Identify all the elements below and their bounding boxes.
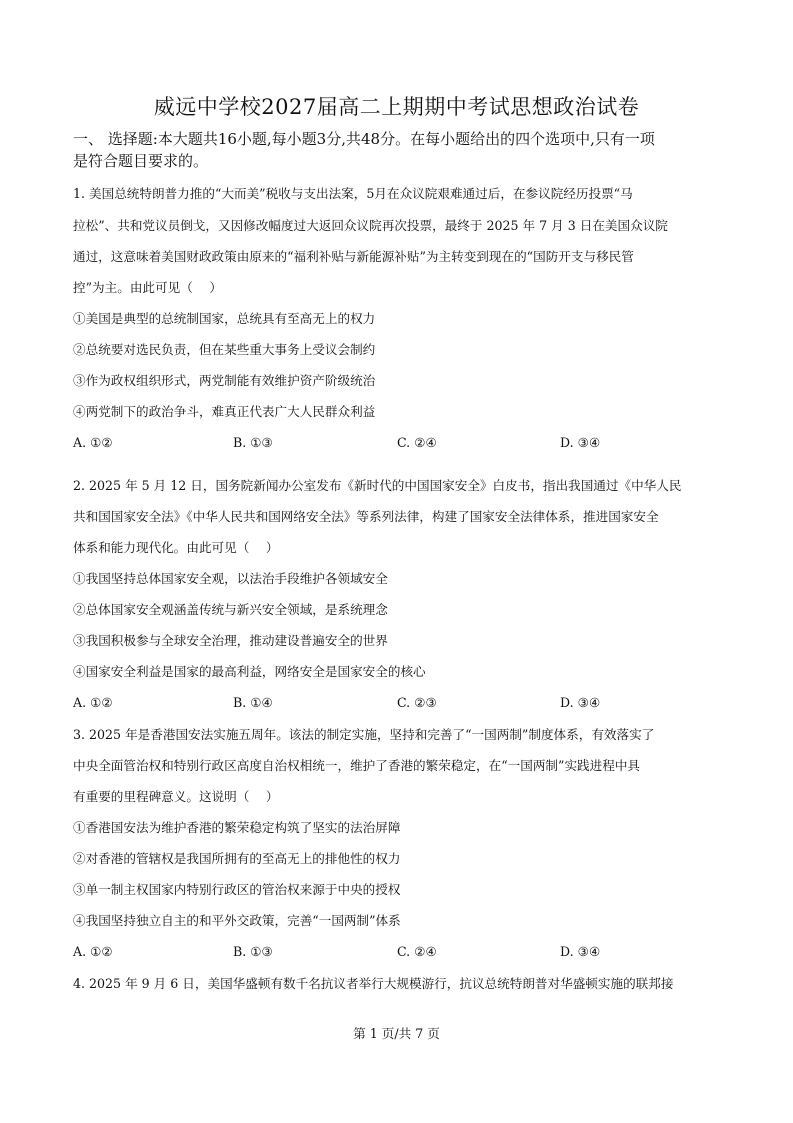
question-stem-line: 4. 2025 年 9 月 6 日，美国华盛顿有数千名抗议者举行大规模游行，抗议总统特朗普对华盛顿实施的联邦接 xyxy=(73,976,674,991)
question-stem-line: 拉松”、共和党议员倒戈，又因修改幅度过大返回众议院再次投票，最终于 2025 年 7 月 3 日在美国众议院 xyxy=(73,218,668,233)
answer-options xyxy=(73,693,733,713)
question-stem-line: 通过，这意味着美国财政政策由原来的“福利补贴与新能源补贴”为主转变到现在的“国防开支与移民管 xyxy=(73,249,634,264)
option-d[interactable]: D. ③④ xyxy=(560,944,601,959)
question-stem-line: 有重要的里程碑意义。这说明（ ） xyxy=(73,789,279,804)
question-item: ②对香港的管辖权是我国所拥有的至高无上的排他性的权力 xyxy=(73,851,401,866)
section-heading-line: 一、 选择题:本大题共16小题,每小题3分,共48分。在每小题给出的四个选项中,只有一项 xyxy=(73,130,655,148)
question-stem-line: 中央全面管治权和特别行政区高度自治权相统一，维护了香港的繁荣稳定，在“一国两制”实践进程中具 xyxy=(73,758,641,773)
question-item: ①我国坚持总体国家安全观，以法治手段维护各领域安全 xyxy=(73,571,388,586)
option-b[interactable]: B. ①③ xyxy=(233,435,273,450)
page-number: 第 1 页/共 7 页 xyxy=(353,1026,440,1041)
question-stem-line: 3. 2025 年是香港国安法实施五周年。该法的制定实施，坚持和完善了“一国两制”制度体系，有效落实了 xyxy=(73,727,655,742)
option-a[interactable]: A. ①② xyxy=(73,435,113,450)
option-c[interactable]: C. ②④ xyxy=(397,944,437,959)
option-b[interactable]: B. ①④ xyxy=(233,695,273,710)
question-item: ②总体国家安全观涵盖传统与新兴安全领域，是系统理念 xyxy=(73,602,388,617)
section-heading-line: 是符合题目要求的。 xyxy=(73,152,209,170)
option-d[interactable]: D. ③④ xyxy=(560,695,601,710)
question-item: ①美国是典型的总统制国家，总统具有至高无上的权力 xyxy=(73,311,376,326)
option-c[interactable]: C. ②③ xyxy=(397,695,437,710)
question-item: ③作为政权组织形式，两党制能有效维护资产阶级统治 xyxy=(73,373,376,388)
question-stem-line: 体系和能力现代化。由此可见（ ） xyxy=(73,540,279,555)
question-item: ②总统要对选民负责，但在某些重大事务上受议会制约 xyxy=(73,342,376,357)
option-c[interactable]: C. ②④ xyxy=(397,435,437,450)
answer-options xyxy=(73,942,733,962)
answer-options xyxy=(73,433,733,453)
option-b[interactable]: B. ①③ xyxy=(233,944,273,959)
question-stem-line: 控”为主。由此可见（ ） xyxy=(73,280,222,295)
question-item: ①香港国安法为维护香港的繁荣稳定构筑了坚实的法治屏障 xyxy=(73,820,401,835)
question-stem-line: 2. 2025 年 5 月 12 日，国务院新闻办公室发布《新时代的中国国家安全》白皮书，指出我国通过《中华人民 xyxy=(73,478,682,493)
question-item: ④我国坚持独立自主的和平外交政策，完善“一国两制”体系 xyxy=(73,913,401,928)
question-stem-line: 共和国国家安全法》《中华人民共和国网络安全法》等系列法律，构建了国家安全法律体系，推进国家安全 xyxy=(73,509,659,524)
section-heading xyxy=(73,128,733,172)
question-item: ③单一制主权国家内特别行政区的管治权来源于中央的授权 xyxy=(73,882,401,897)
question-item: ④两党制下的政治争斗，难真正代表广大人民群众利益 xyxy=(73,404,376,419)
exam-title: 威远中学校2027届高二上期期中考试思想政治试卷 xyxy=(153,95,640,119)
option-a[interactable]: A. ①② xyxy=(73,944,113,959)
option-a[interactable]: A. ①② xyxy=(73,695,113,710)
question-item: ④国家安全利益是国家的最高利益，网络安全是国家安全的核心 xyxy=(73,664,426,679)
question-stem-line: 1. 美国总统特朗普力推的“大而美”税收与支出法案，5月在众议院艰难通过后，在参议院经历投票“马 xyxy=(73,186,633,201)
option-d[interactable]: D. ③④ xyxy=(560,435,601,450)
question-item: ③我国积极参与全球安全治理，推动建设普遍安全的世界 xyxy=(73,633,388,648)
